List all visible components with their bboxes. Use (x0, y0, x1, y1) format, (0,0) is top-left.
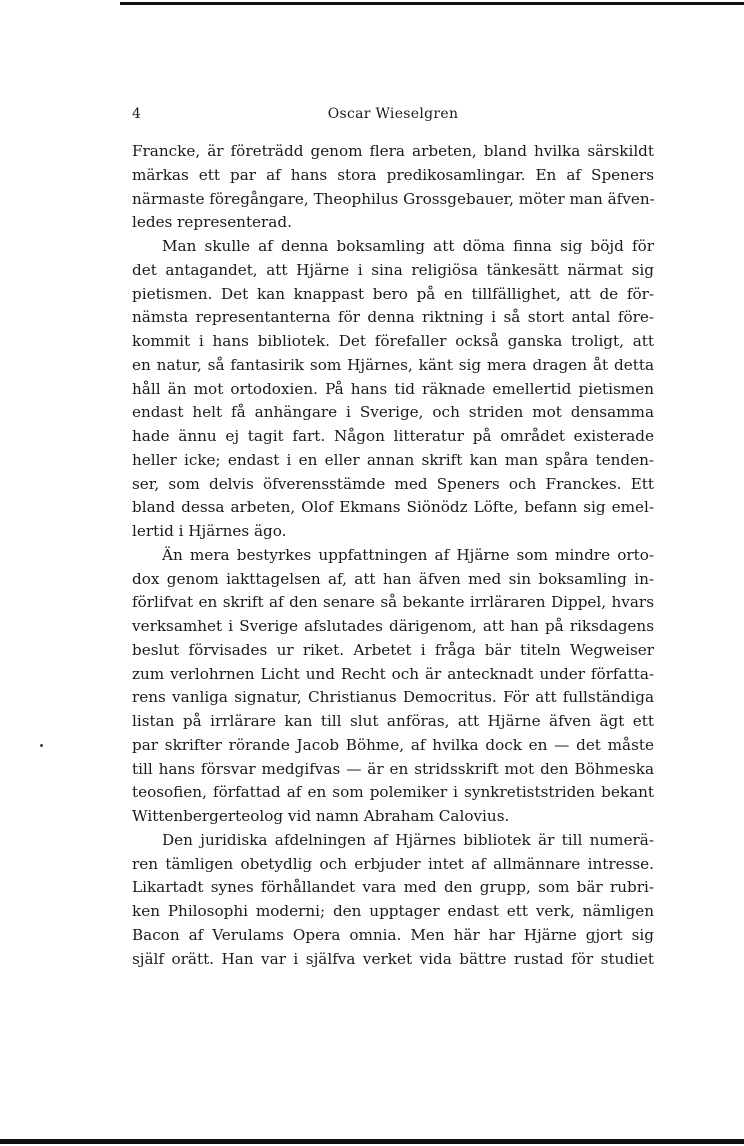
text-line: par skrifter rörande Jacob Böhme, af hvilka dock en — det måste (132, 735, 654, 754)
text-line: Francke, är företrädd genom flera arbeten, bland hvilka särskildt (132, 142, 654, 160)
text-line: heller icke; endast i en eller annan skrift kan man spåra tenden- (132, 450, 654, 469)
text-line: Likartadt synes förhållandet vara med den grupp, som bär rubri- (132, 878, 654, 897)
text-line: ren tämligen obetydlig och erbjuder intet af allmännare intresse. (132, 854, 654, 873)
text-line: förlifvat en skrift af den senare så bekante irrläraren Dippel, hvars (132, 593, 654, 612)
text-line: Bacon af Verulams Opera omnia. Men här har Hjärne gjort sig (132, 925, 654, 944)
text-line: närmaste föregångare, Theophilus Grossgebauer, möter man äfven- (132, 189, 655, 208)
text-line: Wittenbergerteolog vid namn Abraham Calovius. (132, 807, 510, 825)
running-head: Oscar Wieselgren (327, 106, 459, 122)
text-line: verksamhet i Sverige afslutades därigenom, att han på riksdagens (132, 617, 654, 635)
text-line: märkas ett par af hans stora predikosamlingar. En af Speners (132, 165, 654, 184)
text-line: Den juridiska afdelningen af Hjärnes bibliotek är till numerä- (162, 830, 654, 849)
scan-bottom-edge (0, 1139, 744, 1144)
text-line: det antagandet, att Hjärne i sina religiösa tänkesätt närmat sig (132, 260, 654, 279)
page-number: 4 (132, 106, 142, 122)
text-line: nämsta representanterna för denna riktning i så stort antal före- (132, 308, 654, 327)
text-line: håll än mot ortodoxien. På hans tid räknade emellertid pietismen (132, 379, 654, 398)
book-page (132, 106, 654, 971)
text-line: en natur, så fantasirik som Hjärnes, känt sig mera dragen åt detta (132, 355, 654, 374)
text-line: beslut förvisades ur riket. Arbetet i fråga bär titeln Wegweiser (132, 640, 654, 659)
text-line: kommit i hans bibliotek. Det förefaller också ganska troligt, att (132, 332, 654, 350)
text-line: ser, som delvis öfverensstämde med Speners och Franckes. Ett (132, 474, 654, 493)
text-line: ledes representerad. (132, 213, 292, 232)
scan-top-edge (120, 2, 744, 5)
text-line: Man skulle af denna boksamling att döma finna sig böjd för (162, 237, 654, 255)
text-line: ken Philosophi moderni; den upptager endast ett verk, nämligen (132, 902, 654, 920)
text-line: teosofien, författad af en som polemiker i synkretiststriden bekant (132, 783, 654, 802)
text-line: dox genom iakttagelsen af, att han äfven med sin boksamling in- (132, 569, 654, 588)
text-line: rens vanliga signatur, Christianus Democritus. För att fullständiga (132, 688, 654, 707)
text-line: listan på irrlärare kan till slut anföras, att Hjärne äfven ägt ett (132, 712, 654, 730)
text-line: endast helt få anhängare i Sverige, och striden mot densamma (132, 403, 654, 422)
text-line: till hans försvar medgifvas — är en stridsskrift mot den Böhmeska (132, 759, 654, 778)
text-line: lertid i Hjärnes ägo. (132, 522, 287, 540)
text-line: hade ännu ej tagit fart. Någon litteratur på området existerade (132, 427, 654, 445)
body-text (132, 140, 654, 971)
margin-speck (40, 744, 43, 747)
text-line: Än mera bestyrkes uppfattningen af Hjärne som mindre orto- (162, 545, 654, 564)
page-header (132, 106, 654, 128)
text-line: bland dessa arbeten, Olof Ekmans Siönödz Löfte, befann sig emel- (132, 498, 654, 517)
text-line: själf orätt. Han var i själfva verket vida bättre rustad för studiet (132, 949, 654, 968)
text-line: zum verlohrnen Licht und Recht och är antecknadt under författa- (132, 664, 654, 683)
text-line: pietismen. Det kan knappast bero på en tillfällighet, att de för- (132, 284, 654, 303)
